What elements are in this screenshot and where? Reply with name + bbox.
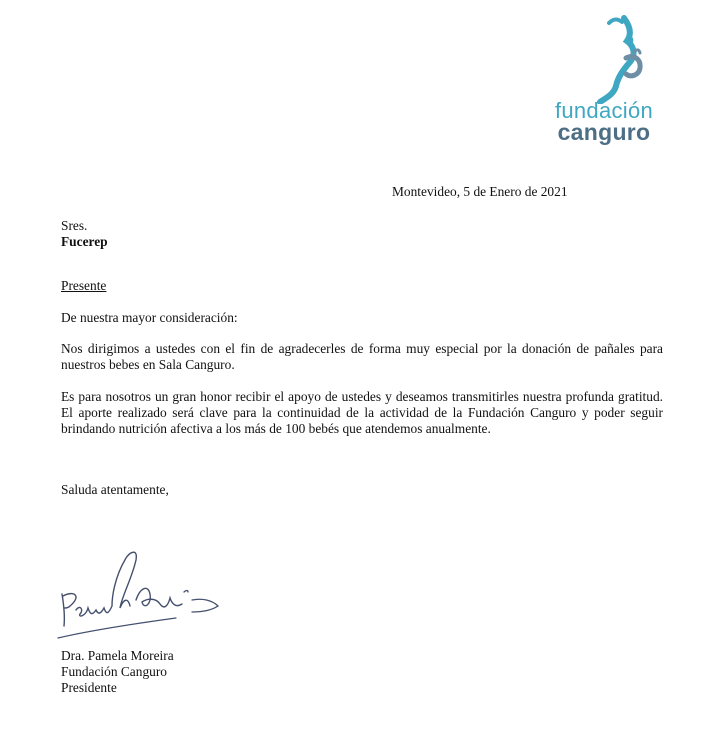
letter-greeting: De nuestra mayor consideración: — [61, 310, 238, 325]
presente-label: Presente — [61, 278, 107, 293]
handwritten-signature — [52, 538, 232, 648]
signatory-name: Dra. Pamela Moreira — [61, 648, 174, 663]
letter-paragraph: Nos dirigimos a ustedes con el fin de agradecerles de forma muy especial por la donación de pañales para nuestros bebes en Sala Canguro. — [61, 341, 663, 372]
letter-paragraph: Es para nosotros un gran honor recibir el apoyo de ustedes y deseamos transmitirles nuestra profunda gratitud. El aporte realizado será clave para la continuidad de la actividad de la Fundación Canguro y poder seguir brindando nutrición afectiva a los más de 100 bebés que atendemos anualmente. — [61, 389, 663, 436]
signatory-organization: Fundación Canguro — [61, 664, 167, 679]
recipient-name: Fucerep — [61, 234, 108, 249]
logo-text-canguro: canguro — [557, 119, 651, 145]
kangaroo-icon — [596, 14, 660, 104]
signatory-role: Presidente — [61, 680, 117, 695]
letter-date: Montevideo, 5 de Enero de 2021 — [392, 184, 568, 199]
recipient-prefix: Sres. — [61, 218, 88, 233]
letter-closing: Saluda atentamente, — [61, 482, 169, 497]
foundation-logo — [536, 14, 676, 164]
logo-text-fundacion: fundación — [554, 98, 654, 123]
